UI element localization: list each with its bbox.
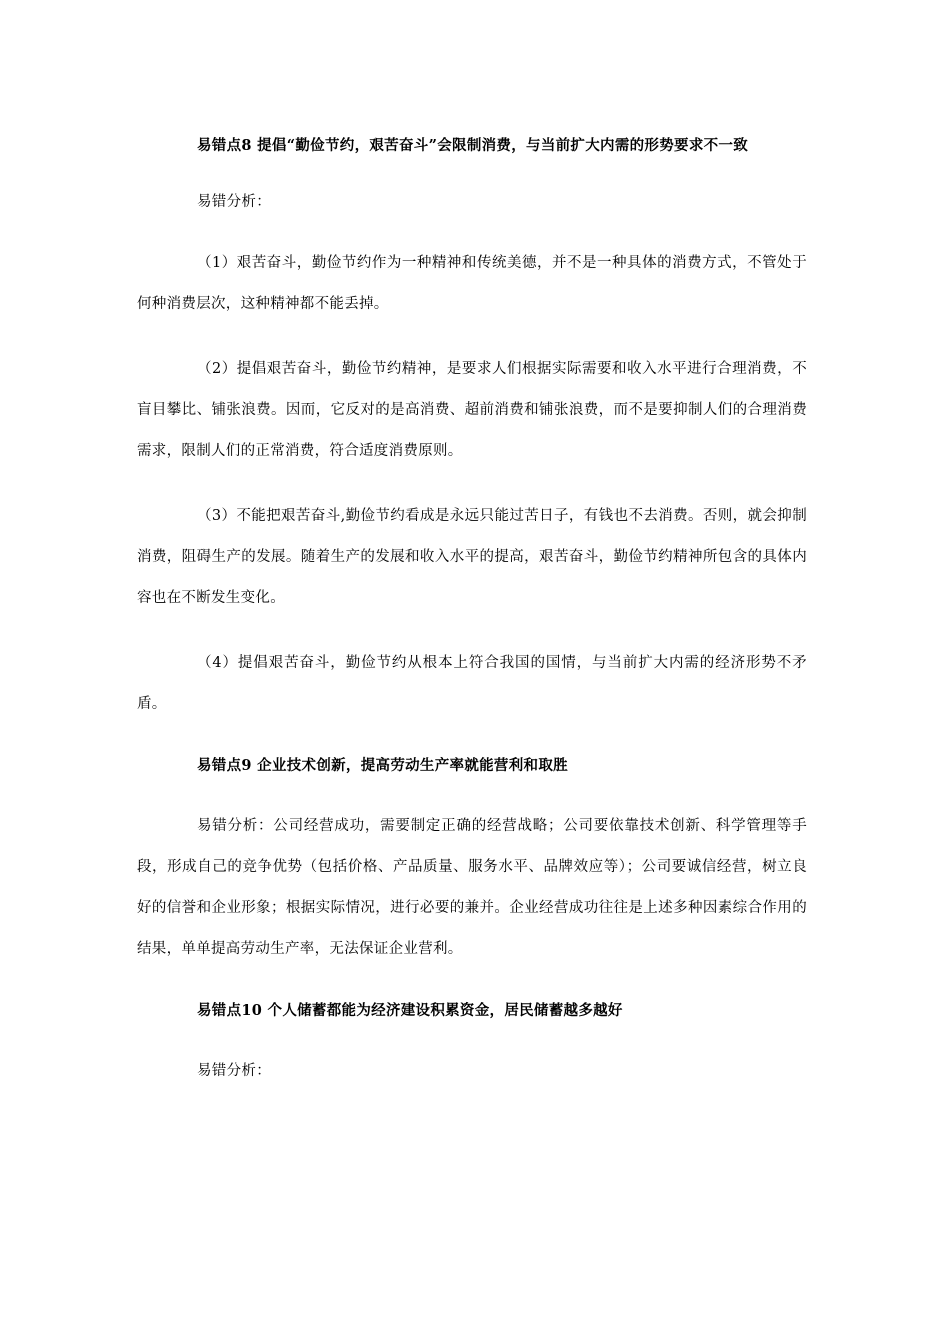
analysis-point-2: （2）提倡艰苦奋斗，勤俭节约精神，是要求人们根据实际需要和收入水平进行合理消费，不盲目攀比、铺张浪费。因而，它反对的是高消费、超前消费和铺张浪费，而不是要抑制人们的合理消费需求，限制人们的正常消费，符合适度消费原则。 bbox=[137, 361, 807, 459]
analysis-paragraph-9: 易错分析：公司经营成功，需要制定正确的经营战略；公司要依靠技术创新、科学管理等手段，形成自己的竞争优势（包括价格、产品质量、服务水平、品牌效应等）；公司要诚信经营，树立良好的信誉和企业形象；根据实际情况，进行必要的兼并。企业经营成功往往是上述多种因素综合作用的结果，单单提高劳动生产率，无法保证企业营利。 bbox=[137, 818, 807, 957]
document-body bbox=[137, 124, 807, 1092]
section-heading-9: 易错点9 企业技术创新，提高劳动生产率就能营利和取胜 bbox=[197, 757, 568, 774]
section-heading-8: 易错点8 提倡“勤俭节约，艰苦奋斗”会限制消费，与当前扩大内需的形势要求不一致 bbox=[197, 137, 749, 154]
section-heading-10: 易错点10 个人储蓄都能为经济建设积累资金，居民储蓄越多越好 bbox=[197, 1002, 623, 1019]
analysis-point-1: （1）艰苦奋斗，勤俭节约作为一种精神和传统美德，并不是一种具体的消费方式，不管处于何种消费层次，这种精神都不能丢掉。 bbox=[137, 255, 807, 312]
analysis-point-4: （4）提倡艰苦奋斗，勤俭节约从根本上符合我国的国情，与当前扩大内需的经济形势不矛盾。 bbox=[137, 655, 807, 712]
analysis-point-3: （3）不能把艰苦奋斗,勤俭节约看成是永远只能过苦日子，有钱也不去消费。否则，就会抑制消费，阻碍生产的发展。随着生产的发展和收入水平的提高，艰苦奋斗，勤俭节约精神所包含的具体内容也在不断发生变化。 bbox=[137, 508, 807, 606]
analysis-label-8: 易错分析： bbox=[197, 194, 271, 210]
analysis-label-10: 易错分析： bbox=[197, 1063, 271, 1079]
